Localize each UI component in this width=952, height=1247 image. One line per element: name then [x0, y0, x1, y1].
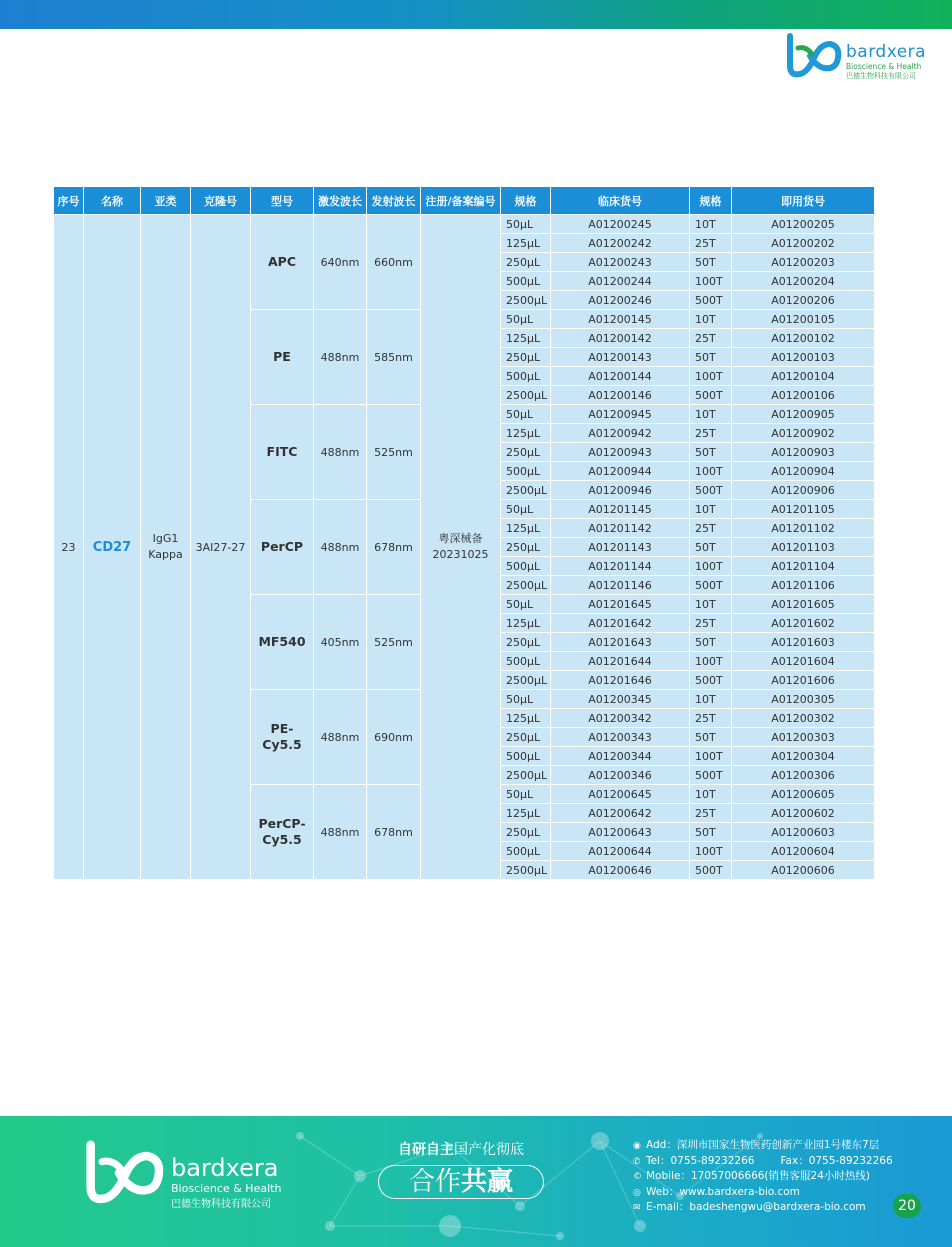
bardxera-logo-icon-white — [85, 1138, 167, 1208]
brand-name: bardxera — [846, 42, 927, 62]
ready-no-cell: A01200906 — [732, 481, 875, 500]
spec-cell: 100T — [690, 652, 732, 671]
spec-cell: 500T — [690, 291, 732, 310]
clinical-no-cell: A01200946 — [551, 481, 690, 500]
size-cell: 500μL — [501, 462, 551, 481]
fluorochrome-cell: PE — [251, 310, 314, 405]
fluorochrome-cell: PE- Cy5.5 — [251, 690, 314, 785]
ready-no-cell: A01200605 — [732, 785, 875, 804]
ready-no-cell: A01200302 — [732, 709, 875, 728]
subclass-cell: IgG1 Kappa — [141, 215, 191, 880]
ready-no-cell: A01201606 — [732, 671, 875, 690]
ready-no-cell: A01200103 — [732, 348, 875, 367]
clinical-no-cell: A01200246 — [551, 291, 690, 310]
excitation-cell: 488nm — [314, 500, 367, 595]
table-body — [54, 215, 875, 880]
mobile-text: Mobile：17057006666(销售客服24小时热线) — [646, 1170, 870, 1182]
footer-banner — [0, 1116, 952, 1247]
bardxera-logo-icon — [786, 32, 844, 80]
ready-no-cell: A01200102 — [732, 329, 875, 348]
slogan-line-2 — [378, 1165, 544, 1199]
spec-cell: 50T — [690, 253, 732, 272]
slogan-rest-part: 国产化彻底 — [454, 1142, 524, 1158]
clinical-no-cell: A01200642 — [551, 804, 690, 823]
spec-cell: 100T — [690, 462, 732, 481]
globe-icon: ◎ — [633, 1187, 641, 1198]
ready-no-cell: A01201602 — [732, 614, 875, 633]
spec-cell: 10T — [690, 785, 732, 804]
clinical-no-cell: A01201643 — [551, 633, 690, 652]
location-icon: ◉ — [633, 1141, 641, 1151]
clinical-no-cell: A01200143 — [551, 348, 690, 367]
page-number: 20 — [893, 1194, 921, 1218]
ready-no-cell: A01201106 — [732, 576, 875, 595]
spec-cell: 50T — [690, 538, 732, 557]
header-serial: 序号 — [54, 187, 84, 215]
size-cell: 125μL — [501, 329, 551, 348]
spec-cell: 25T — [690, 709, 732, 728]
ready-no-cell: A01201604 — [732, 652, 875, 671]
ready-no-cell: A01200903 — [732, 443, 875, 462]
email-link[interactable]: E-mail：badeshengwu@bardxera-bio.com — [646, 1201, 866, 1213]
spec-cell: 50T — [690, 348, 732, 367]
clinical-no-cell: A01200945 — [551, 405, 690, 424]
contact-mobile — [633, 1169, 893, 1185]
web-link[interactable]: Web：www.bardxera-bio.com — [646, 1185, 800, 1198]
slogan-line-1 — [378, 1139, 544, 1161]
excitation-cell: 640nm — [314, 215, 367, 310]
table-row — [54, 215, 875, 234]
clinical-no-cell: A01200645 — [551, 785, 690, 804]
spec-cell: 10T — [690, 215, 732, 234]
spec-cell: 50T — [690, 728, 732, 747]
spec-cell: 25T — [690, 234, 732, 253]
clinical-no-cell: A01200646 — [551, 861, 690, 880]
ready-no-cell: A01201605 — [732, 595, 875, 614]
spec-cell: 50T — [690, 823, 732, 842]
spec-cell: 500T — [690, 481, 732, 500]
clinical-no-cell: A01200346 — [551, 766, 690, 785]
ready-no-cell: A01201102 — [732, 519, 875, 538]
ready-no-cell: A01200602 — [732, 804, 875, 823]
spec-cell: 500T — [690, 861, 732, 880]
footer-brand-name: bardxera — [171, 1154, 279, 1182]
size-cell: 2500μL — [501, 766, 551, 785]
spec-cell: 10T — [690, 595, 732, 614]
size-cell: 125μL — [501, 709, 551, 728]
size-cell: 125μL — [501, 234, 551, 253]
spec-cell: 500T — [690, 576, 732, 595]
tel-text: Tel：0755-89232266 — [646, 1154, 755, 1167]
slogan — [378, 1139, 544, 1203]
contact-web[interactable] — [633, 1185, 893, 1201]
emission-cell: 585nm — [367, 310, 421, 405]
ready-no-cell: A01200604 — [732, 842, 875, 861]
ready-no-cell: A01200902 — [732, 424, 875, 443]
size-cell: 250μL — [501, 348, 551, 367]
excitation-cell: 488nm — [314, 310, 367, 405]
clinical-no-cell: A01201644 — [551, 652, 690, 671]
size-cell: 50μL — [501, 310, 551, 329]
ready-no-cell: A01200305 — [732, 690, 875, 709]
clinical-no-cell: A01200942 — [551, 424, 690, 443]
clinical-no-cell: A01200944 — [551, 462, 690, 481]
size-cell: 500μL — [501, 842, 551, 861]
size-cell: 500μL — [501, 557, 551, 576]
clinical-no-cell: A01200644 — [551, 842, 690, 861]
clinical-no-cell: A01200142 — [551, 329, 690, 348]
header-emission: 发射波长 — [367, 187, 421, 215]
spec-cell: 25T — [690, 329, 732, 348]
ready-no-cell: A01200203 — [732, 253, 875, 272]
spec-cell: 100T — [690, 367, 732, 386]
excitation-cell: 488nm — [314, 405, 367, 500]
emission-cell: 678nm — [367, 500, 421, 595]
spec-cell: 25T — [690, 614, 732, 633]
slogan-bold-part: 自研自主 — [398, 1142, 454, 1158]
table-header-row — [54, 187, 875, 215]
clinical-no-cell: A01201146 — [551, 576, 690, 595]
size-cell: 125μL — [501, 804, 551, 823]
slogan-bold-part-2: 共赢 — [461, 1167, 514, 1197]
size-cell: 2500μL — [501, 576, 551, 595]
mail-icon: ✉ — [633, 1203, 641, 1213]
size-cell: 250μL — [501, 633, 551, 652]
spec-cell: 500T — [690, 671, 732, 690]
header-ready-no: 即用货号 — [732, 187, 875, 215]
fluorochrome-cell: PerCP- Cy5.5 — [251, 785, 314, 880]
spec-cell: 10T — [690, 500, 732, 519]
mobile-icon: © — [633, 1172, 642, 1182]
ready-no-cell: A01200603 — [732, 823, 875, 842]
ready-no-cell: A01200204 — [732, 272, 875, 291]
size-cell: 125μL — [501, 519, 551, 538]
clinical-no-cell: A01201642 — [551, 614, 690, 633]
excitation-cell: 488nm — [314, 690, 367, 785]
clinical-no-cell: A01200146 — [551, 386, 690, 405]
clinical-no-cell: A01200345 — [551, 690, 690, 709]
clinical-no-cell: A01201144 — [551, 557, 690, 576]
clinical-no-cell: A01201646 — [551, 671, 690, 690]
spec-cell: 10T — [690, 405, 732, 424]
clinical-no-cell: A01200145 — [551, 310, 690, 329]
size-cell: 50μL — [501, 215, 551, 234]
emission-cell: 690nm — [367, 690, 421, 785]
product-spec-table — [53, 186, 875, 880]
size-cell: 50μL — [501, 405, 551, 424]
emission-cell: 678nm — [367, 785, 421, 880]
size-cell: 2500μL — [501, 671, 551, 690]
size-cell: 500μL — [501, 652, 551, 671]
emission-cell: 525nm — [367, 595, 421, 690]
ready-no-cell: A01200104 — [732, 367, 875, 386]
contact-phone — [633, 1154, 893, 1170]
header-size: 规格 — [501, 187, 551, 215]
clinical-no-cell: A01201645 — [551, 595, 690, 614]
slogan-light-part: 合作 — [408, 1167, 461, 1197]
emission-cell: 660nm — [367, 215, 421, 310]
ready-no-cell: A01201103 — [732, 538, 875, 557]
size-cell: 500μL — [501, 747, 551, 766]
contact-email[interactable] — [633, 1200, 893, 1216]
clinical-no-cell: A01200643 — [551, 823, 690, 842]
size-cell: 250μL — [501, 443, 551, 462]
spec-cell: 100T — [690, 842, 732, 861]
spec-cell: 100T — [690, 747, 732, 766]
clone-cell: 3AI27-27 — [191, 215, 251, 880]
ready-no-cell: A01201105 — [732, 500, 875, 519]
fluorochrome-cell: APC — [251, 215, 314, 310]
footer-brand-tagline-en: Bioscience & Health — [171, 1182, 282, 1195]
contact-address — [633, 1138, 893, 1154]
size-cell: 2500μL — [501, 861, 551, 880]
size-cell: 50μL — [501, 690, 551, 709]
ready-no-cell: A01200303 — [732, 728, 875, 747]
size-cell: 250μL — [501, 823, 551, 842]
header-name: 名称 — [84, 187, 141, 215]
size-cell: 50μL — [501, 595, 551, 614]
ready-no-cell: A01201104 — [732, 557, 875, 576]
header-subclass: 亚类 — [141, 187, 191, 215]
size-cell: 2500μL — [501, 481, 551, 500]
clinical-no-cell: A01200242 — [551, 234, 690, 253]
size-cell: 50μL — [501, 500, 551, 519]
spec-cell: 50T — [690, 443, 732, 462]
clinical-no-cell: A01200943 — [551, 443, 690, 462]
spec-cell: 50T — [690, 633, 732, 652]
size-cell: 2500μL — [501, 291, 551, 310]
ready-no-cell: A01200206 — [732, 291, 875, 310]
spec-cell: 10T — [690, 690, 732, 709]
clinical-no-cell: A01201143 — [551, 538, 690, 557]
ready-no-cell: A01200606 — [732, 861, 875, 880]
top-banner — [0, 0, 952, 29]
spec-cell: 10T — [690, 310, 732, 329]
product-name-cell: CD27 — [84, 215, 141, 880]
clinical-no-cell: A01200245 — [551, 215, 690, 234]
ready-no-cell: A01200304 — [732, 747, 875, 766]
clinical-no-cell: A01201142 — [551, 519, 690, 538]
ready-no-cell: A01200105 — [732, 310, 875, 329]
excitation-cell: 488nm — [314, 785, 367, 880]
size-cell: 250μL — [501, 538, 551, 557]
spec-cell: 500T — [690, 766, 732, 785]
spec-cell: 100T — [690, 557, 732, 576]
excitation-cell: 405nm — [314, 595, 367, 690]
header-registration: 注册/备案编号 — [421, 187, 501, 215]
spec-cell: 25T — [690, 804, 732, 823]
clinical-no-cell: A01200243 — [551, 253, 690, 272]
spec-cell: 100T — [690, 272, 732, 291]
ready-no-cell: A01200904 — [732, 462, 875, 481]
clinical-no-cell: A01200343 — [551, 728, 690, 747]
size-cell: 125μL — [501, 424, 551, 443]
brand-tagline-cn: 巴德生物科技有限公司 — [846, 72, 916, 80]
brand-tagline-en: Bioscience & Health — [846, 62, 922, 71]
fax-text: Fax：0755-89232266 — [780, 1154, 893, 1167]
ready-no-cell: A01201603 — [732, 633, 875, 652]
ready-no-cell: A01200306 — [732, 766, 875, 785]
header-spec: 规格 — [690, 187, 732, 215]
clinical-no-cell: A01200144 — [551, 367, 690, 386]
ready-no-cell: A01200202 — [732, 234, 875, 253]
emission-cell: 525nm — [367, 405, 421, 500]
fluorochrome-cell: PerCP — [251, 500, 314, 595]
spec-cell: 500T — [690, 386, 732, 405]
clinical-no-cell: A01201145 — [551, 500, 690, 519]
ready-no-cell: A01200106 — [732, 386, 875, 405]
phone-icon: ✆ — [633, 1156, 641, 1167]
registration-cell: 粤深械备 20231025 — [421, 215, 501, 880]
clinical-no-cell: A01200344 — [551, 747, 690, 766]
address-text: Add：深圳市国家生物医药创新产业园1号楼东7层 — [646, 1139, 880, 1151]
size-cell: 2500μL — [501, 386, 551, 405]
size-cell: 250μL — [501, 253, 551, 272]
ready-no-cell: A01200205 — [732, 215, 875, 234]
size-cell: 250μL — [501, 728, 551, 747]
contact-info — [633, 1138, 893, 1216]
fluorochrome-cell: FITC — [251, 405, 314, 500]
spec-cell: 25T — [690, 519, 732, 538]
spec-cell: 25T — [690, 424, 732, 443]
size-cell: 125μL — [501, 614, 551, 633]
clinical-no-cell: A01200244 — [551, 272, 690, 291]
serial-cell: 23 — [54, 215, 84, 880]
brand-logo-top — [786, 32, 926, 82]
header-clinical-no: 临床货号 — [551, 187, 690, 215]
size-cell: 500μL — [501, 272, 551, 291]
size-cell: 500μL — [501, 367, 551, 386]
header-clone: 克隆号 — [191, 187, 251, 215]
clinical-no-cell: A01200342 — [551, 709, 690, 728]
header-excitation: 激发波长 — [314, 187, 367, 215]
ready-no-cell: A01200905 — [732, 405, 875, 424]
footer-brand-tagline-cn: 巴德生物科技有限公司 — [171, 1199, 271, 1210]
fluorochrome-cell: MF540 — [251, 595, 314, 690]
size-cell: 50μL — [501, 785, 551, 804]
brand-logo-footer — [85, 1138, 285, 1208]
header-type: 型号 — [251, 187, 314, 215]
